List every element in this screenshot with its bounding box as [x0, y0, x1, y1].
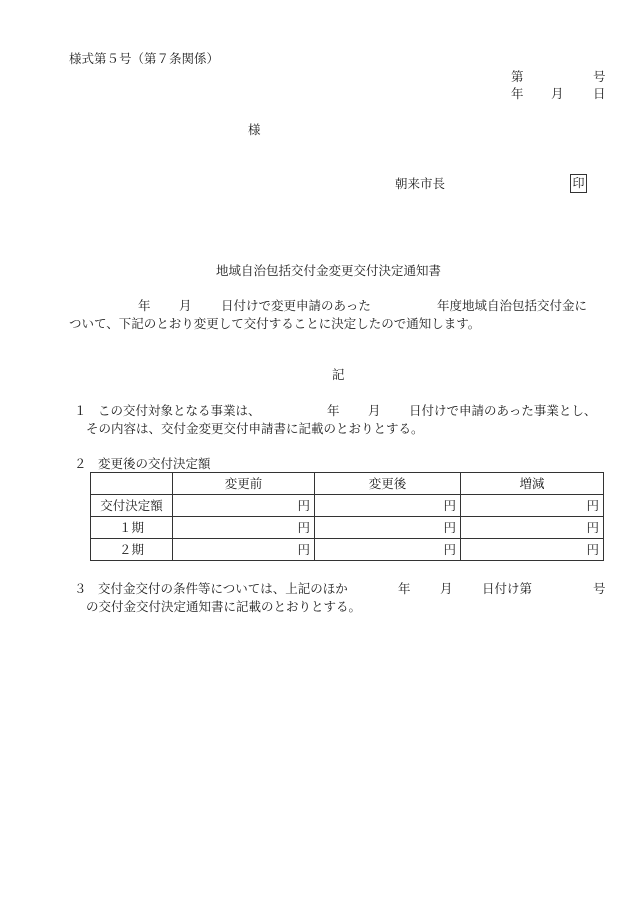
table-header-blank — [91, 473, 173, 495]
number-go: 号 — [593, 69, 606, 84]
item2-number: ２ — [74, 456, 87, 471]
cell-before: 円 — [173, 517, 315, 539]
amount-table — [90, 472, 604, 561]
cell-diff: 円 — [461, 495, 604, 517]
body-month: 月 — [179, 298, 192, 313]
item3-text-part2: 日付け第 — [482, 581, 533, 596]
item1-line2: その内容は、交付金変更交付申請書に記載のとおりとする。 — [86, 421, 424, 436]
item1-year: 年 — [327, 403, 340, 418]
table-row — [91, 495, 604, 517]
date-month: 月 — [551, 86, 564, 101]
cell-after: 円 — [315, 517, 461, 539]
item3-line2: の交付金交付決定通知書に記載のとおりとする。 — [86, 599, 362, 614]
cell-before: 円 — [173, 539, 315, 561]
cell-before: 円 — [173, 495, 315, 517]
cell-diff: 円 — [461, 539, 604, 561]
addressee-sama: 様 — [248, 122, 261, 137]
item1-text-part2: 日付けで申請のあった事業とし、 — [409, 403, 597, 418]
table-header-row — [91, 473, 604, 495]
cell-diff: 円 — [461, 517, 604, 539]
table-header-before: 変更前 — [173, 473, 315, 495]
table-row — [91, 517, 604, 539]
seal-stamp: 印 — [570, 174, 587, 193]
form-label: 様式第５号（第７条関係） — [69, 51, 220, 66]
sender-name: 朝来市長 — [395, 176, 446, 191]
item1-number: １ — [74, 403, 87, 418]
item1-text-part1: この交付対象となる事業は、 — [98, 403, 261, 418]
item3-go: 号 — [593, 581, 606, 596]
body-year: 年 — [138, 298, 151, 313]
item3-text-part1: 交付金交付の条件等については、上記のほか — [98, 581, 348, 596]
document-title: 地域自治包括交付金変更交付決定通知書 — [216, 263, 442, 278]
date-year: 年 — [511, 86, 524, 101]
item3-number: ３ — [74, 581, 87, 596]
date-day: 日 — [593, 86, 606, 101]
item3-year: 年 — [398, 581, 411, 596]
table-row — [91, 539, 604, 561]
item2-heading: 変更後の交付決定額 — [98, 456, 211, 471]
row-label: 交付決定額 — [91, 495, 173, 517]
table-header-diff: 増減 — [461, 473, 604, 495]
number-dai: 第 — [511, 69, 524, 84]
table-header-after: 変更後 — [315, 473, 461, 495]
ki-heading: 記 — [332, 367, 345, 382]
row-label: ２期 — [91, 539, 173, 561]
item1-month: 月 — [368, 403, 381, 418]
body-line1-end: 年度地域自治包括交付金に — [437, 298, 588, 313]
cell-after: 円 — [315, 495, 461, 517]
item3-month: 月 — [440, 581, 453, 596]
row-label: １期 — [91, 517, 173, 539]
body-line1-text: 日付けで変更申請のあった — [221, 298, 371, 313]
body-line2: ついて、下記のとおり変更して交付することに決定したので通知します。 — [69, 316, 481, 331]
cell-after: 円 — [315, 539, 461, 561]
